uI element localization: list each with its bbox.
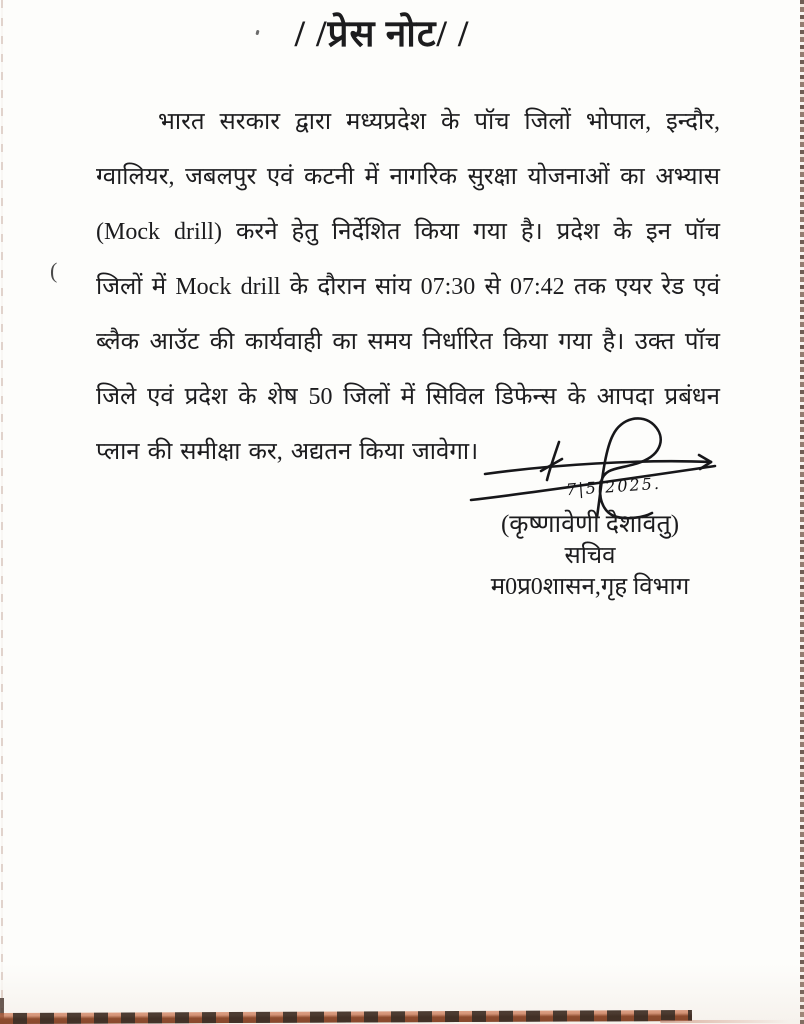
scan-edge-left xyxy=(1,0,3,1024)
page-title: / /प्रेस नोट/ / xyxy=(294,14,470,55)
scan-edge-bottom xyxy=(0,1010,692,1024)
body-line-4: जिलों में Mock drill के दौरान सांय 07:30 से 07:42 तक एयर रेड एवं xyxy=(96,274,720,300)
signatory-designation: सचिव xyxy=(564,543,616,569)
signatory-department: म0प्र0शासन,गृह विभाग xyxy=(490,574,690,600)
body-line-2: ग्वालियर, जबलपुर एवं कटनी में नागरिक सुरक्षा योजनाओं का अभ्यास xyxy=(96,164,720,190)
scan-edge-bottom-fade xyxy=(660,1020,790,1023)
body-line-5: ब्लैक आउॅट की कार्यवाही का समय निर्धारित किया गया है। उक्त पॉच xyxy=(96,329,720,355)
body-line-7: प्लान की समीक्षा कर, अद्यतन किया जावेगा। xyxy=(96,439,479,465)
body-line-6: जिले एवं प्रदेश के शेष 50 जिलों में सिविल डिफेन्स के आपदा प्रबंधन xyxy=(96,384,720,410)
signatory-block xyxy=(450,508,730,603)
body-line-3: (Mock drill) करने हेतु निर्देशित किया गया है। प्रदेश के इन पॉच xyxy=(96,219,720,245)
signature-date: 7|5|2025. xyxy=(565,473,662,500)
body-line-1: भारत सरकार द्वारा मध्यप्रदेश के पॉच जिलों भोपाल, इन्दौर, xyxy=(158,109,720,135)
stray-ink-mark: ( xyxy=(50,258,58,283)
signatory-name: (कृष्णावेणी देशावतु) xyxy=(500,511,680,538)
scan-edge-right xyxy=(800,0,804,1024)
